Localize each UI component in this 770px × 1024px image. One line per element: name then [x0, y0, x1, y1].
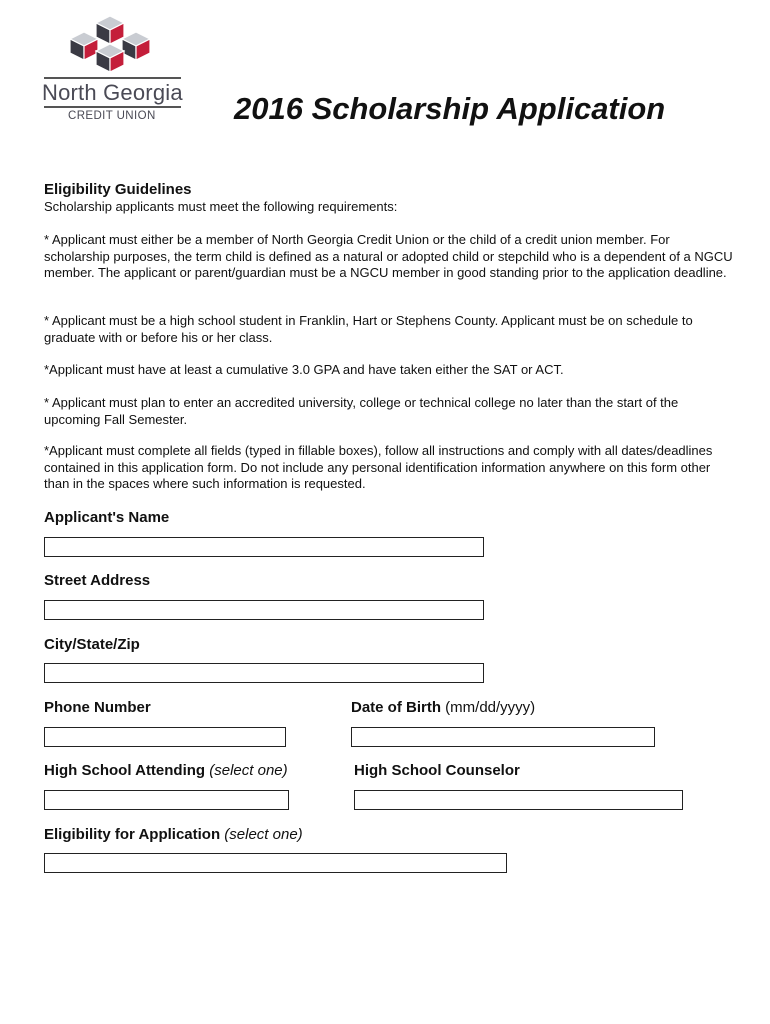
phone-number-field[interactable] — [44, 727, 286, 747]
eligibility-select-label-text: Eligibility for Application — [44, 826, 221, 843]
date-of-birth-field[interactable] — [351, 727, 655, 747]
applicant-name-field[interactable] — [44, 537, 484, 557]
logo-subtitle: CREDIT UNION — [68, 110, 156, 122]
requirement-enrollment: * Applicant must plan to enter an accredited university, college or technical college no later than the start of the upcoming Fall Semester. — [44, 395, 679, 427]
counselor-label: High School Counselor — [354, 762, 520, 779]
requirement-membership: * Applicant must either be a member of North Georgia Credit Union or the child of a credit union member. For scholarship purposes, the term child is defined as a natural or adopted child or stepchild who is a dependent of a NGCU member. The applicant or parent/guardian must be a NGCU member in good standing prior to the application deadline. — [44, 232, 733, 280]
date-format-note: (mm/dd/yyyy) — [445, 699, 536, 716]
logo-divider-top — [44, 77, 181, 79]
logo-divider-bottom — [44, 106, 181, 108]
requirement-county: * Applicant must be a high school student in Franklin, Hart or Stephens County. Applicant must be on schedule to graduate with or before his or her class. — [44, 313, 693, 345]
eligibility-heading: Eligibility Guidelines — [44, 181, 192, 198]
city-state-zip-label: City/State/Zip — [44, 636, 140, 653]
counselor-field[interactable] — [354, 790, 683, 810]
street-address-field[interactable] — [44, 600, 484, 620]
eligibility-select-label — [44, 826, 303, 843]
date-of-birth-label — [351, 699, 535, 716]
credit-union-logo-icon — [60, 14, 160, 78]
logo-name: North Georgia — [42, 80, 183, 105]
high-school-note: (select one) — [209, 762, 288, 779]
eligibility-select-note: (select one) — [224, 826, 303, 843]
date-of-birth-label-text: Date of Birth — [351, 699, 441, 716]
requirement-gpa: *Applicant must have at least a cumulative 3.0 GPA and have taken either the SAT or ACT. — [44, 362, 564, 377]
eligibility-select[interactable] — [44, 853, 507, 873]
document-title: 2016 Scholarship Application — [234, 91, 666, 126]
requirement-completion: *Applicant must complete all fields (typed in fillable boxes), follow all instructions and comply with all dates/deadlines contained in this application form. Do not include any personal identification information anywhere on this form other than in the spaces where such information is requested. — [44, 443, 713, 491]
phone-number-label: Phone Number — [44, 699, 151, 716]
street-address-label: Street Address — [44, 572, 151, 589]
high-school-select[interactable] — [44, 790, 289, 810]
city-state-zip-field[interactable] — [44, 663, 484, 683]
applicant-name-label: Applicant's Name — [44, 509, 170, 526]
eligibility-intro: Scholarship applicants must meet the following requirements: — [44, 199, 398, 214]
high-school-label-text: High School Attending — [44, 762, 206, 779]
high-school-label — [44, 762, 288, 779]
